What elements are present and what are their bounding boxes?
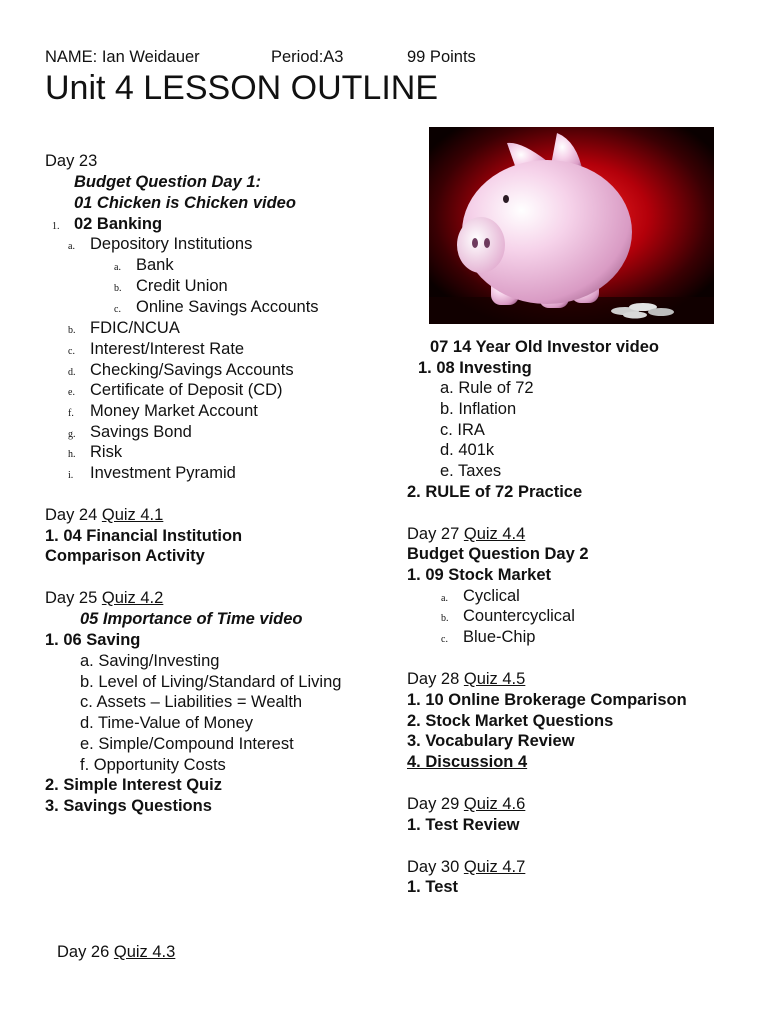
list-item: d. 401k [440, 441, 495, 459]
test-item: 1. Test [407, 878, 459, 896]
list-item: b. Countercyclical [441, 607, 575, 625]
list-item: a. Depository Institutions [68, 235, 253, 253]
list-item: h. Risk [68, 443, 123, 461]
list-item: a. Cyclical [441, 587, 520, 605]
day-30-heading: Day 30 Quiz 4.7 [407, 858, 526, 876]
list-item: d. Time-Value of Money [80, 714, 254, 732]
day-23-heading: Day 23 [45, 152, 98, 170]
list-item: c. Blue-Chip [441, 628, 536, 646]
financial-institution-item-cont: Comparison Activity [45, 547, 205, 565]
saving-item: 1. 06 Saving [45, 631, 141, 649]
quiz-4-5-link[interactable]: Quiz 4.5 [463, 670, 526, 688]
quiz-4-3-link[interactable]: Quiz 4.3 [113, 943, 176, 961]
list-item: c. Assets – Liabilities = Wealth [80, 693, 303, 711]
banking-label: 02 Banking [74, 215, 163, 233]
list-item: a. Rule of 72 [440, 379, 534, 397]
investing-item: 1. 08 Investing [418, 359, 532, 377]
class-period: Period:A3 [271, 48, 344, 66]
stock-market-item: 1. 09 Stock Market [407, 566, 551, 584]
financial-institution-item: 1. 04 Financial Institution [45, 527, 243, 545]
quiz-4-2-link[interactable]: Quiz 4.2 [101, 589, 164, 607]
list-item: i. Investment Pyramid [68, 464, 236, 482]
list-item: d. Checking/Savings Accounts [68, 361, 294, 379]
list-item: 2. Stock Market Questions [407, 712, 614, 730]
list-item: c. IRA [440, 421, 485, 439]
list-item: f. Money Market Account [68, 402, 258, 420]
rule-of-72-practice-item: 2. RULE of 72 Practice [407, 483, 583, 501]
day-27-heading: Day 27 Quiz 4.4 [407, 525, 526, 543]
page-title: Unit 4 LESSON OUTLINE [45, 69, 439, 107]
budget-question-day1: Budget Question Day 1: [74, 173, 262, 191]
list-item: 3. Vocabulary Review [407, 732, 575, 750]
test-review-item: 1. Test Review [407, 816, 520, 834]
simple-interest-quiz-item: 2. Simple Interest Quiz [45, 776, 222, 794]
day-28-heading: Day 28 Quiz 4.5 [407, 670, 526, 688]
list-item: e. Certificate of Deposit (CD) [68, 381, 283, 399]
points-total: 99 Points [407, 48, 476, 66]
quiz-4-7-link[interactable]: Quiz 4.7 [463, 858, 526, 876]
day-29-heading: Day 29 Quiz 4.6 [407, 795, 526, 813]
list-item: b. Level of Living/Standard of Living [80, 673, 342, 691]
piggy-bank-photo [429, 127, 714, 324]
list-item: a. Bank [114, 256, 174, 274]
list-item: c. Online Savings Accounts [114, 298, 319, 316]
banking-item [52, 214, 163, 237]
chicken-video-item: 01 Chicken is Chicken video [74, 194, 296, 212]
day-25-heading: Day 25 Quiz 4.2 [45, 589, 164, 607]
quiz-4-4-link[interactable]: Quiz 4.4 [463, 525, 526, 543]
list-item: a. Saving/Investing [80, 652, 220, 670]
list-item: e. Simple/Compound Interest [80, 735, 294, 753]
time-video-item: 05 Importance of Time video [80, 610, 303, 628]
quiz-4-1-link[interactable]: Quiz 4.1 [101, 506, 164, 524]
list-item: 1. 10 Online Brokerage Comparison [407, 691, 687, 709]
list-item: b. FDIC/NCUA [68, 319, 180, 337]
budget-question-day2: Budget Question Day 2 [407, 545, 589, 563]
list-item: b. Inflation [440, 400, 517, 418]
day-26-heading: Day 26 Quiz 4.3 [57, 943, 176, 961]
list-item: g. Savings Bond [68, 423, 192, 441]
discussion-4-link[interactable]: 4. Discussion 4 [407, 753, 528, 771]
savings-questions-item: 3. Savings Questions [45, 797, 212, 815]
list-item: f. Opportunity Costs [80, 756, 226, 774]
list-item: b. Credit Union [114, 277, 228, 295]
student-name: NAME: Ian Weidauer [45, 48, 200, 66]
investor-video-item: 07 14 Year Old Investor video [430, 338, 659, 356]
list-item: c. Interest/Interest Rate [68, 340, 245, 358]
quiz-4-6-link[interactable]: Quiz 4.6 [463, 795, 526, 813]
list-item: e. Taxes [440, 462, 502, 480]
list-marker: 1. [52, 221, 60, 232]
day-24-heading: Day 24 Quiz 4.1 [45, 506, 164, 524]
